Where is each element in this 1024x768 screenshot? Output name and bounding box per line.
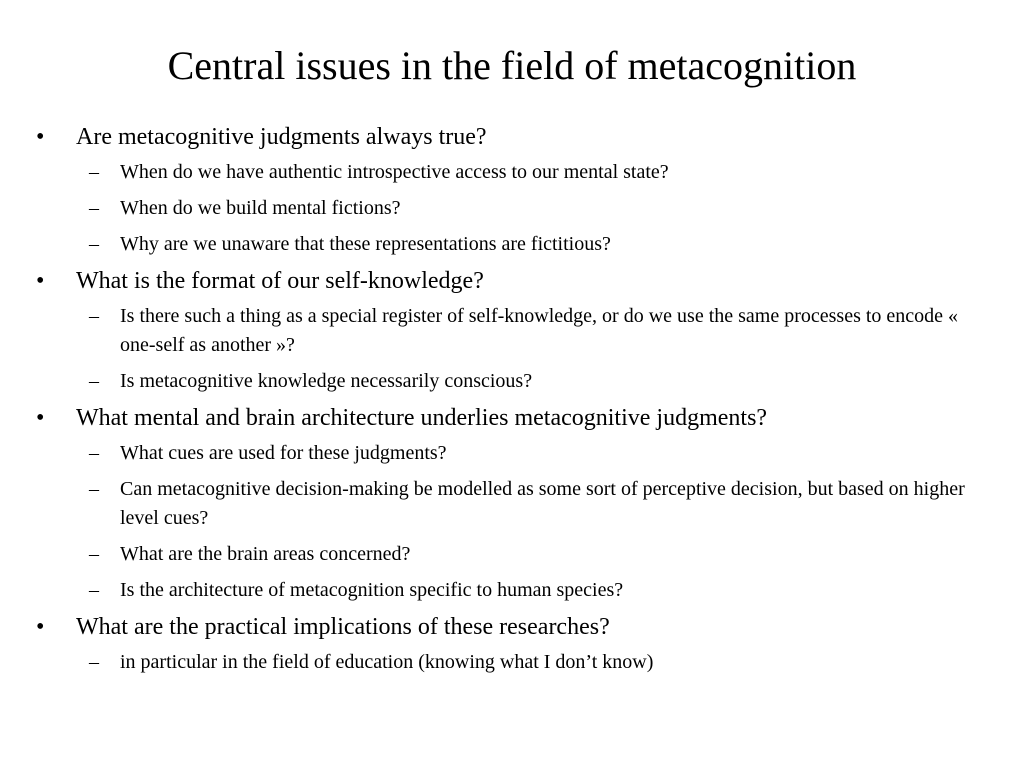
- sub-item-text: When do we have authentic introspective access to our mental state?: [120, 161, 669, 183]
- sub-item: [0, 648, 970, 677]
- sub-item: [0, 439, 970, 468]
- bullet-text: What are the practical implications of these researches?: [76, 614, 610, 640]
- dash-icon: –: [89, 442, 99, 464]
- dash-icon: –: [89, 370, 99, 392]
- bullet-text: What is the format of our self-knowledge?: [76, 268, 484, 294]
- dash-icon: –: [89, 478, 99, 500]
- bullet-list: [0, 122, 1000, 684]
- dash-icon: –: [89, 197, 99, 219]
- sub-item-text: What are the brain areas concerned?: [120, 543, 411, 565]
- sub-item-text: Is metacognitive knowledge necessarily conscious?: [120, 370, 533, 392]
- dash-icon: –: [89, 579, 99, 601]
- sub-item: [0, 302, 970, 360]
- sub-item-text: in particular in the field of education (knowing what I don’t know): [120, 651, 654, 673]
- sub-item-text: Is the architecture of metacognition specific to human species?: [120, 579, 624, 601]
- dash-icon: –: [89, 651, 99, 673]
- sub-item-text: When do we build mental fictions?: [120, 197, 401, 219]
- dash-icon: –: [89, 233, 99, 255]
- bullet-icon: •: [36, 124, 45, 150]
- sub-item-text: What cues are used for these judgments?: [120, 442, 447, 464]
- sub-item-text: Can metacognitive decision-making be modelled as some sort of perceptive decision, but based on higher level cues?: [120, 478, 965, 529]
- bullet-item: [0, 612, 1000, 642]
- dash-icon: –: [89, 161, 99, 183]
- sub-item-text: Is there such a thing as a special register of self-knowledge, or do we use the same processes to encode « one-self as another »?: [120, 305, 959, 356]
- bullet-icon: •: [36, 268, 45, 294]
- dash-icon: –: [89, 543, 99, 565]
- sub-item: [0, 194, 970, 223]
- sub-item: [0, 576, 970, 605]
- bullet-text: What mental and brain architecture underlies metacognitive judgments?: [76, 405, 768, 431]
- bullet-item: [0, 403, 1000, 433]
- sub-item: [0, 367, 970, 396]
- sub-item: [0, 540, 970, 569]
- dash-icon: –: [89, 305, 99, 327]
- bullet-icon: •: [36, 405, 45, 431]
- bullet-text: Are metacognitive judgments always true?: [76, 124, 487, 150]
- bullet-item: [0, 266, 1000, 296]
- sub-item: [0, 230, 970, 259]
- sub-item: [0, 158, 970, 187]
- bullet-icon: •: [36, 614, 45, 640]
- bullet-item: [0, 122, 1000, 152]
- sub-item-text: Why are we unaware that these representations are fictitious?: [120, 233, 611, 255]
- sub-item: [0, 475, 970, 533]
- slide-title: Central issues in the field of metacognition: [167, 43, 857, 88]
